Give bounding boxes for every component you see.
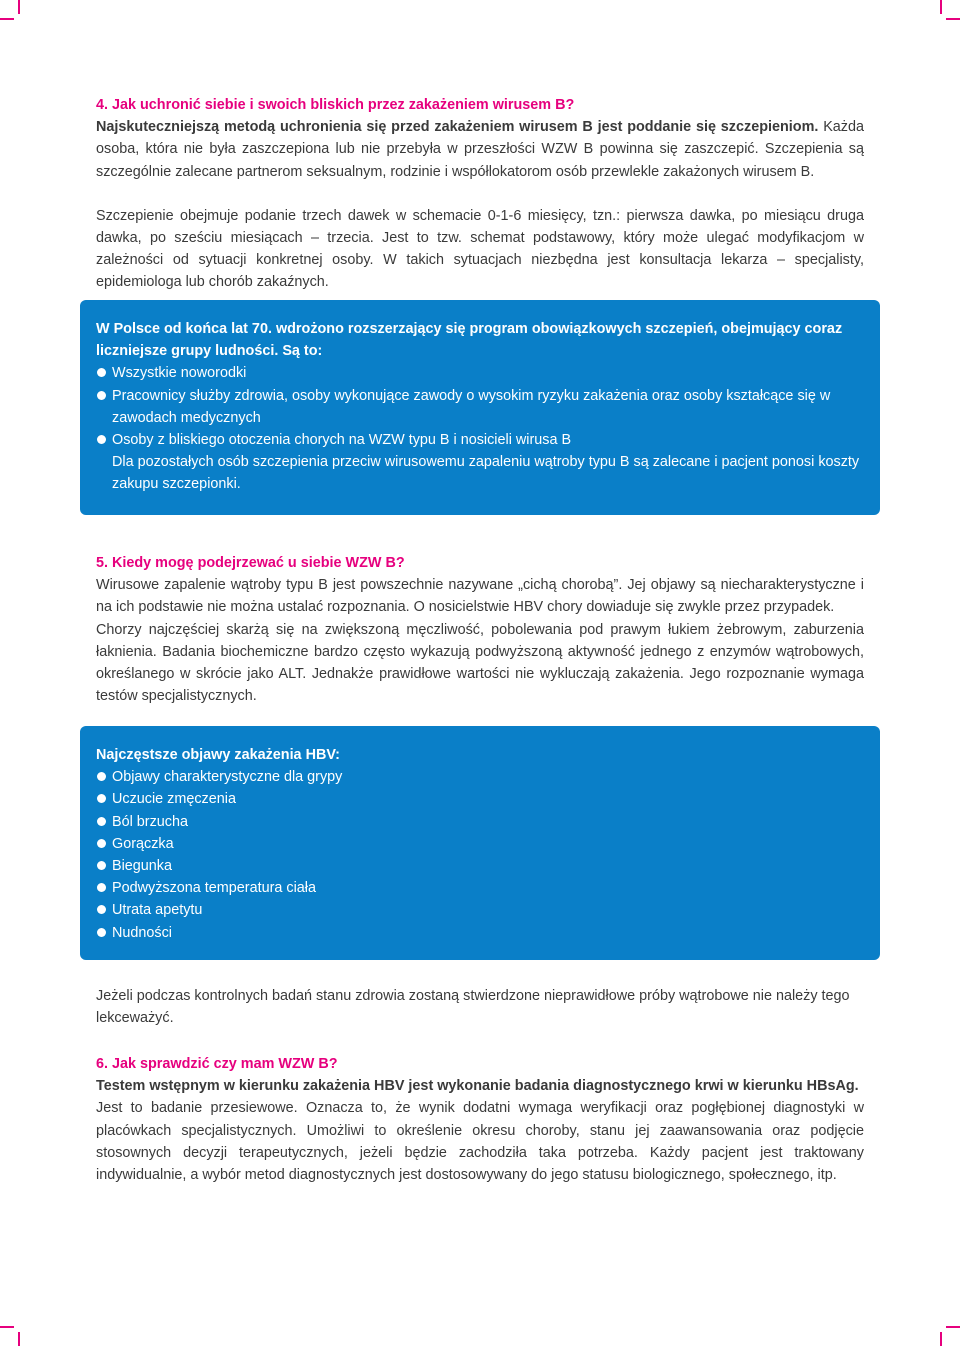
list-item: Objawy charakterystyczne dla grypy xyxy=(96,766,862,788)
section-4-paragraph-1-text: Każda osoba, która nie była zaszczepiona lub nie przebyła w przeszłości WZW B powinna się zaszczepić. Szczepienia są szczególnie zalecane partnerom seksualnym, rodzinie i współlokatorom osób przewlekle zakażonych wirusem B. xyxy=(96,119,864,180)
crop-mark xyxy=(0,18,14,20)
section-4-paragraph-1 xyxy=(96,116,864,183)
section-6-lead: Testem wstępnym w kierunku zakażenia HBV jest wykonanie badania diagnostycznego krwi w kierunku HBsAg. xyxy=(96,1078,859,1095)
list-item: Utrata apetytu xyxy=(96,899,862,921)
list-item: Ból brzucha xyxy=(96,811,862,833)
liver-tests-paragraph: Jeżeli podczas kontrolnych badań stanu zdrowia zostaną stwierdzone nieprawidłowe próby wątrobowe nie należy tego lekceważyć. xyxy=(96,988,850,1027)
crop-mark xyxy=(946,18,960,20)
crop-mark xyxy=(18,0,20,14)
section-6-heading: 6. Jak sprawdzić czy mam WZW B? xyxy=(96,1056,338,1072)
list-item: Wszystkie noworodki xyxy=(96,362,862,384)
vaccination-program-box xyxy=(80,300,880,515)
list-item: Uczucie zmęczenia xyxy=(96,788,862,810)
bullet-icon xyxy=(97,861,106,870)
crop-mark xyxy=(940,1332,942,1346)
bullet-icon xyxy=(97,928,106,937)
crop-mark xyxy=(946,1326,960,1328)
crop-mark xyxy=(0,1326,14,1328)
section-4-heading: 4. Jak uchronić siebie i swoich bliskich przez zakażeniem wirusem B? xyxy=(96,97,575,113)
list-item: Nudności xyxy=(96,922,862,944)
section-6 xyxy=(96,1053,864,1186)
liver-tests-note xyxy=(96,985,864,1029)
bullet-icon xyxy=(97,839,106,848)
vaccination-program-title: W Polsce od końca lat 70. wdrożono rozszerzający się program obowiązkowych szczepień, obejmujący coraz liczniejsze grupy ludności. Są to: xyxy=(96,321,843,360)
section-4-lead: Najskuteczniejszą metodą uchronienia się przed zakażeniem wirusem B jest poddanie się szczepieniom. xyxy=(96,119,819,136)
bullet-icon xyxy=(97,905,106,914)
section-4 xyxy=(96,94,864,294)
bullet-icon xyxy=(97,772,106,781)
list-item: Gorączka xyxy=(96,833,862,855)
symptoms-list xyxy=(96,766,862,944)
bullet-icon xyxy=(97,883,106,892)
bullet-icon xyxy=(97,391,106,400)
crop-mark xyxy=(940,0,942,14)
section-5-paragraph-2: Chorzy najczęściej skarżą się na zwiększoną męczliwość, pobolewania pod prawym łukiem żebrowym, zaburzenia łaknienia. Badania biochemiczne bardzo często wykazują podwyższoną aktywność jednego z enzymów wątrobowych, określanego w skrócie jako ALT. Jednakże prawidłowe wartości nie wykluczają zakażenia. Jego rozpoznanie wymaga testów specjalistycznych. xyxy=(96,621,864,705)
list-item: Pracownicy służby zdrowia, osoby wykonujące zawody o wysokim ryzyku zakażenia oraz osoby kształcące się w zawodach medycznych xyxy=(96,385,862,429)
vaccination-groups-list xyxy=(96,362,862,451)
section-4-paragraph-2: Szczepienie obejmuje podanie trzech dawek w schemacie 0-1-6 miesięcy, tzn.: pierwsza dawka, po miesiącu druga dawka, po sześciu miesiącach – trzecia. Jest to tzw. schemat podstawowy, który może ulegać modyfikacjom w zależności od sytuacji konkretnej osoby. W takich sytuacjach niezbędna jest konsultacja lekarza – specjalisty, epidemiologa lub chorób zakaźnych. xyxy=(96,207,864,291)
vaccination-note: Dla pozostałych osób szczepienia przeciw wirusowemu zapaleniu wątroby typu B są zalecane i pacjent ponosi koszty zakupu szczepionki. xyxy=(112,454,860,493)
section-6-paragraph-1: Jest to badanie przesiewowe. Oznacza to, że wynik dodatni wymaga weryfikacji oraz pogłębionej diagnostyki w placówkach specjalistycznych. Umożliwi to określenie okresu choroby, stanu jej zaawansowania oraz podjęcie stosownych decyzji terapeutycznych, jeżeli będzie zachodziła taka potrzeba. Każdy pacjent jest traktowany indywidualnie, a wybór metod diagnostycznych jest dostosowywany do jego statusu biologicznego, społecznego, itp. xyxy=(96,1100,864,1184)
symptoms-box xyxy=(80,726,880,960)
section-5-heading: 5. Kiedy mogę podejrzewać u siebie WZW B? xyxy=(96,555,405,571)
symptoms-title: Najczęstsze objawy zakażenia HBV: xyxy=(96,747,340,763)
bullet-icon xyxy=(97,794,106,803)
section-5-paragraph-1: Wirusowe zapalenie wątroby typu B jest powszechnie nazywane „cichą chorobą”. Jej objawy są niecharakterystyczne i na ich podstawie nie można ustalać rozpoznania. O nosicielstwie HBV chory dowiaduje się zwykle przez przypadek. xyxy=(96,577,864,616)
bullet-icon xyxy=(97,817,106,826)
list-item: Podwyższona temperatura ciała xyxy=(96,877,862,899)
list-item: Biegunka xyxy=(96,855,862,877)
section-5 xyxy=(96,552,864,707)
bullet-icon xyxy=(97,368,106,377)
bullet-icon xyxy=(97,435,106,444)
list-item: Osoby z bliskiego otoczenia chorych na WZW typu B i nosicieli wirusa B xyxy=(96,429,862,451)
crop-mark xyxy=(18,1332,20,1346)
